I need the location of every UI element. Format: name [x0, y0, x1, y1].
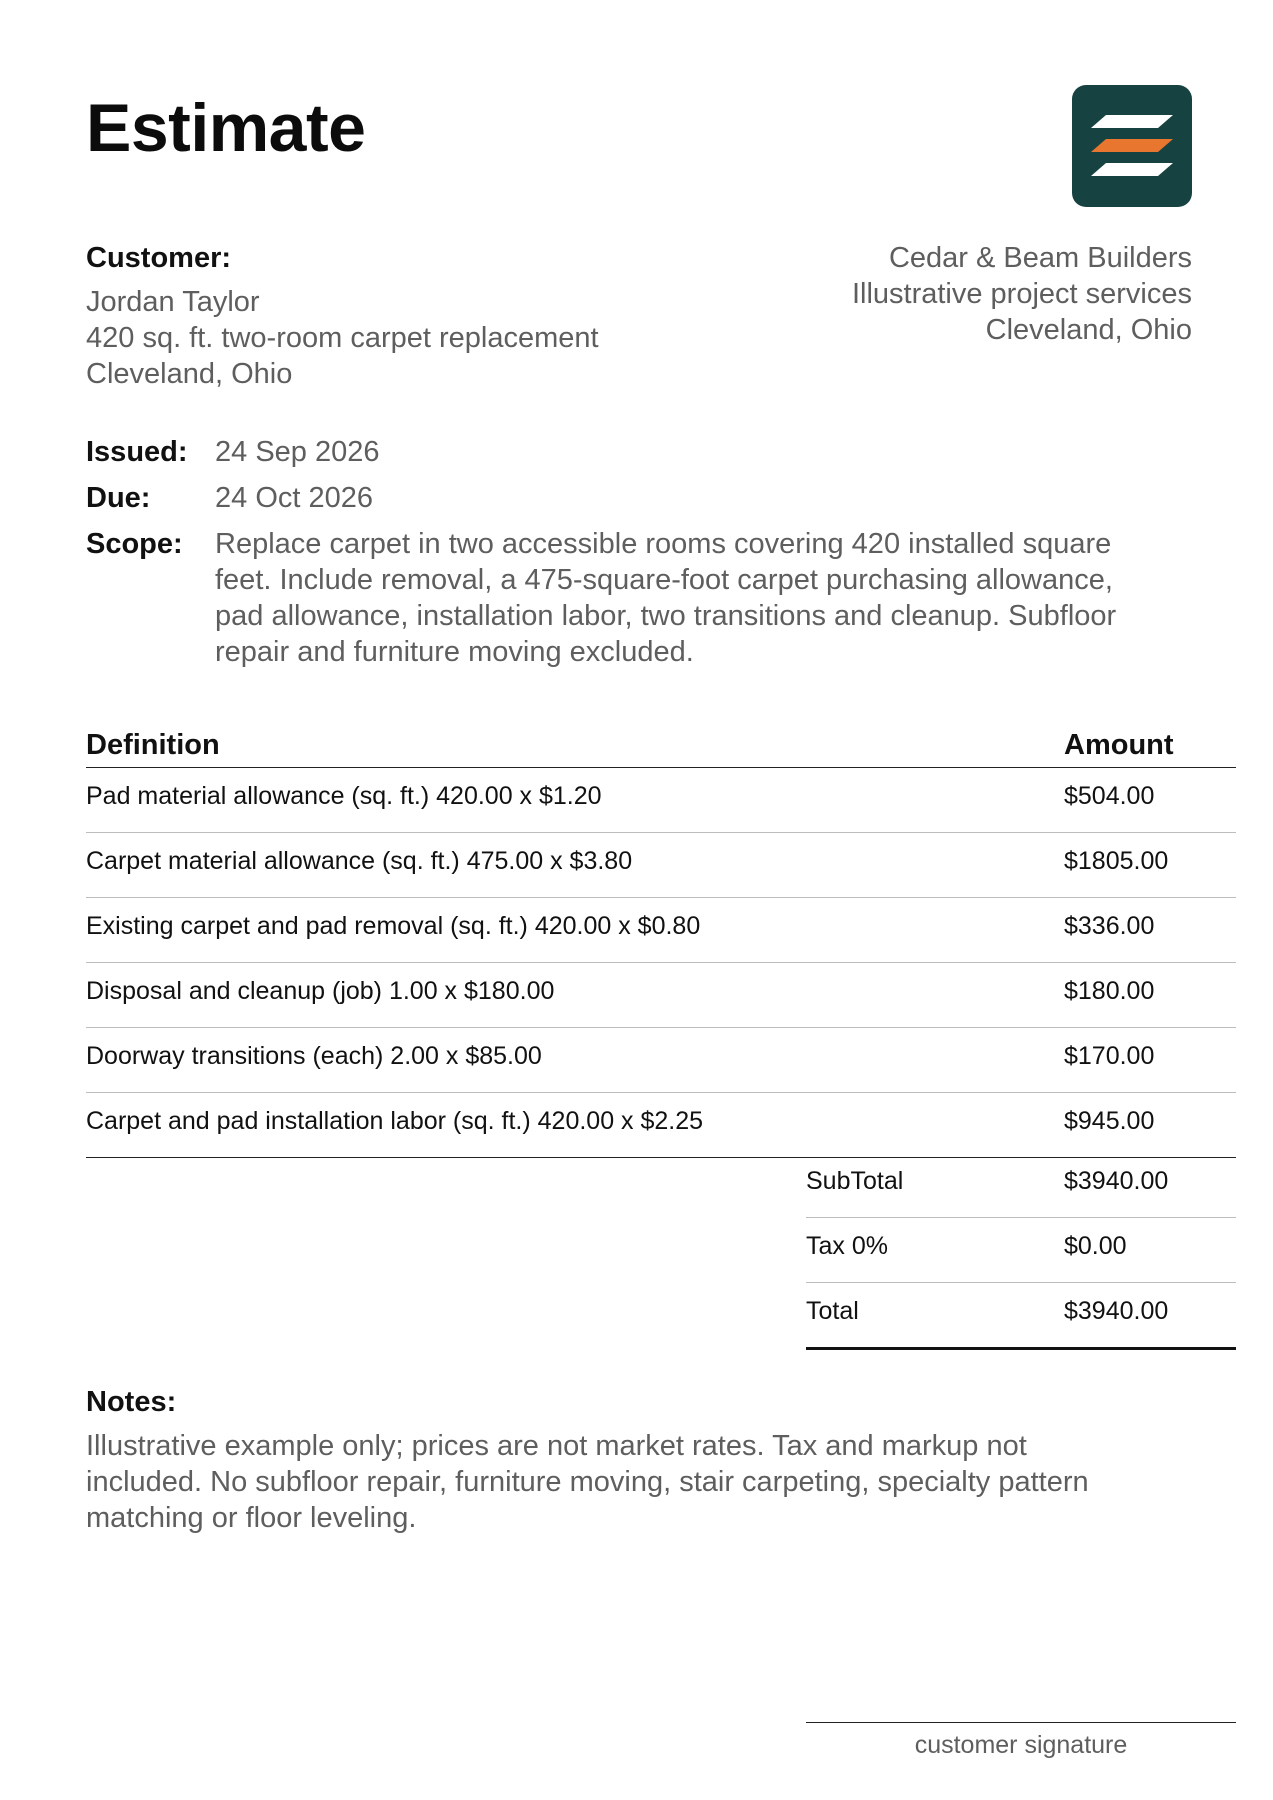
- subtotal-label: SubTotal: [806, 1167, 904, 1195]
- signature-line[interactable]: [806, 1722, 1236, 1765]
- due-label: Due:: [86, 482, 151, 514]
- estimate-meta: [86, 434, 1196, 680]
- total-label: Total: [806, 1297, 859, 1325]
- company-name: Cedar & Beam Builders: [888, 242, 1192, 274]
- scope-line: feet. Include removal, a 475-square-foot carpet purchasing allowance,: [215, 564, 1113, 596]
- line-item-amount: $336.00: [1064, 912, 1155, 940]
- scope-line: pad allowance, installation labor, two transitions and cleanup. Subfloor: [215, 600, 1117, 632]
- document-title: Estimate: [86, 90, 366, 166]
- customer-location: Cleveland, Ohio: [86, 358, 293, 390]
- line-item-definition: Doorway transitions (each) 2.00 x $85.00: [86, 1042, 542, 1070]
- scope-line: Replace carpet in two accessible rooms covering 420 installed square: [215, 528, 1112, 560]
- definition-column-header: Definition: [86, 729, 220, 761]
- due-date: 24 Oct 2026: [215, 482, 373, 514]
- signature-caption: customer signature: [914, 1731, 1128, 1759]
- notes-block: [86, 1384, 1196, 1536]
- subtotal-row: [806, 1153, 1236, 1218]
- tax-value: $0.00: [1064, 1232, 1127, 1260]
- tax-label: Tax 0%: [806, 1232, 888, 1260]
- table-row: [86, 963, 1236, 1028]
- line-item-definition: Existing carpet and pad removal (sq. ft.) 420.00 x $0.80: [86, 912, 701, 940]
- table-row: [86, 1028, 1236, 1093]
- scope-line: repair and furniture moving excluded.: [215, 636, 694, 668]
- tax-row: [806, 1218, 1236, 1283]
- table-row: [86, 833, 1236, 898]
- line-item-amount: $504.00: [1064, 782, 1155, 810]
- totals-block: [806, 1153, 1236, 1350]
- table-row: [86, 898, 1236, 963]
- amount-column-header: Amount: [1064, 729, 1174, 761]
- customer-project: 420 sq. ft. two-room carpet replacement: [86, 322, 599, 354]
- line-item-amount: $180.00: [1064, 977, 1155, 1005]
- line-item-definition: Pad material allowance (sq. ft.) 420.00 x $1.20: [86, 782, 602, 810]
- line-item-amount: $170.00: [1064, 1042, 1155, 1070]
- company-location: Cleveland, Ohio: [985, 314, 1192, 346]
- customer-label: Customer:: [86, 242, 232, 274]
- scope-label: Scope:: [86, 528, 183, 560]
- line-item-definition: Carpet material allowance (sq. ft.) 475.00 x $3.80: [86, 847, 633, 875]
- table-header: [86, 725, 1236, 768]
- issued-label: Issued:: [86, 436, 188, 468]
- line-items-table: [86, 725, 1236, 1158]
- line-item-amount: $945.00: [1064, 1107, 1155, 1135]
- issued-row: [86, 434, 1196, 470]
- customer-name: Jordan Taylor: [86, 286, 260, 318]
- notes-line: Illustrative example only; prices are not market rates. Tax and markup not: [86, 1430, 1027, 1462]
- line-item-definition: Carpet and pad installation labor (sq. ft.) 420.00 x $2.25: [86, 1107, 704, 1135]
- line-item-amount: $1805.00: [1064, 847, 1169, 875]
- due-row: [86, 480, 1196, 516]
- notes-label: Notes:: [86, 1386, 177, 1418]
- company-tagline: Illustrative project services: [851, 278, 1192, 310]
- table-row: [86, 1093, 1236, 1158]
- notes-line: included. No subfloor repair, furniture moving, stair carpeting, specialty pattern: [86, 1466, 1089, 1498]
- issued-date: 24 Sep 2026: [215, 436, 380, 468]
- company-block: [632, 240, 1192, 348]
- table-row: [86, 768, 1236, 833]
- subtotal-value: $3940.00: [1064, 1167, 1169, 1195]
- stacked-planks-logo-icon: [1072, 85, 1192, 207]
- scope-row: [86, 526, 1196, 670]
- line-item-definition: Disposal and cleanup (job) 1.00 x $180.00: [86, 977, 555, 1005]
- total-value: $3940.00: [1064, 1297, 1169, 1325]
- total-row: [806, 1283, 1236, 1350]
- notes-line: matching or floor leveling.: [86, 1502, 417, 1534]
